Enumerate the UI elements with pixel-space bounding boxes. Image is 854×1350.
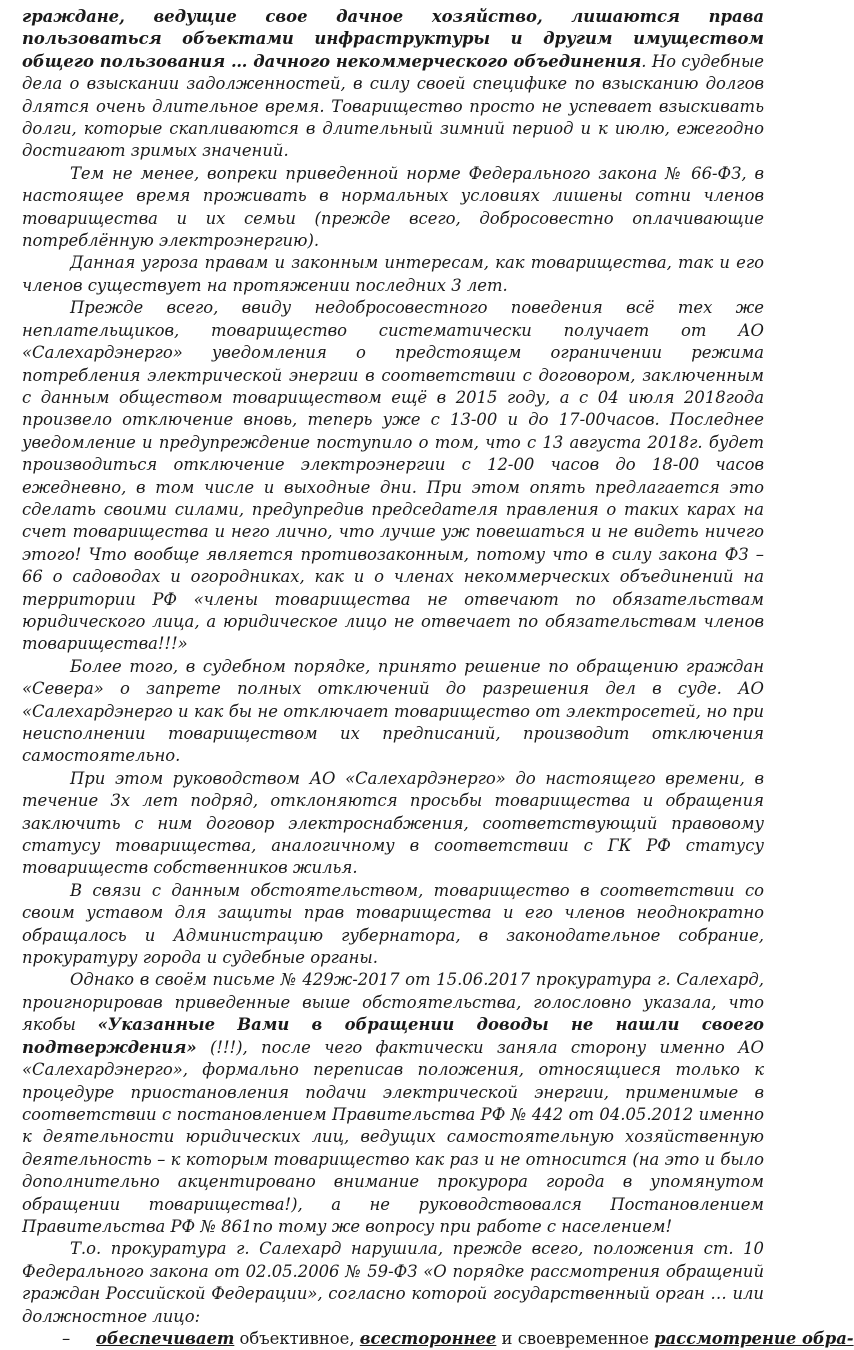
emphasis-word-3: рассмотрение обра- <box>654 1328 854 1348</box>
paragraph-8-bold-quote: «Указанные Вами в обращении доводы не нашли своего подтверждения» <box>22 1015 764 1057</box>
paragraph-8-before: Однако в своём письме № 429ж-2017 от 15.06.2017 прокуратура г. Салехард, проигнорировав приведенные выше обстоятельства, голословно указала, что якобы <box>22 970 764 1035</box>
dash-bullet: – <box>62 1328 71 1348</box>
list-item-dash-line <box>22 1328 854 1350</box>
paragraph-8-after: (!!!), после чего фактически заняла сторону именно АО «Салехардэнерго», формально переписав положения, относящиеся только к процедуре приостановления подачи электрической энергии, применимые в соответствии с постановлением Правительства РФ № 442 от 04.05.2012 именно к деятельности юридических лиц, ведущих самостоятельную хозяйственную деятельность – к которым товарищество как раз и не относится (на это и было дополнительно акцентировано внимание прокурора города в упомянутом обращении товарищества!), а не руководствовался Постановлением Правительства РФ № 861по тому же вопросу при работе с населением! <box>22 1037 764 1236</box>
paragraph-9: Т.о. прокуратура г. Салехард нарушила, прежде всего, положения ст. 10 Федерального закона от 02.05.2006 № 59-ФЗ «О порядке рассмотрения обращений граждан Российской Федерации», согласно которой государственный орган … или должностное лицо: <box>22 1239 764 1326</box>
bold-lead-text: граждане, ведущие свое дачное хозяйство, лишаются права пользоваться объектами инфраструктуры и другим имуществом общего пользования … дачного некоммерческого объединения <box>22 7 764 71</box>
paragraph-5: Более того, в судебном порядке, принято решение по обращению граждан «Севера» о запрете полных отключений до разрешения дел в суде. АО «Салехардэнерго и как бы не отключает товарищество от электросетей, но при неисполнении товариществом их предписаний, производит отключения самостоятельно. <box>22 656 764 766</box>
paragraph-1-rest: . Но судебные дела о взыскании задолженностей, в силу своей специфике по взысканию долгов длятся очень длительное время. Товарищество просто не успевает взыскивать долги, которые скапливаются в длительный зимний период и к июлю, ежегодно достигают зримых значений. <box>22 51 765 161</box>
paragraph-4: Прежде всего, ввиду недобросовестного поведения всё тех же неплательщиков, товарищество систематически получает от АО «Салехардэнерго» уведомления о предстоящем ограничении режима потребления электрической энергии в соответствии с договором, заключенным с данным обществом товариществом ещё в 2015 году, а с 04 июля 2018года произвело отключение вновь, теперь уже с 13-00 и до 17-00часов. Последнее уведомление и предупреждение поступило о том, что с 13 августа 2018г. будет производиться отключение электроэнергии с 12-00 часов до 18-00 часов ежедневно, в том числе и выходные дни. При этом опять предлагается это сделать своими силами, предупредив председателя правления о таких карах на счет товарищества и него лично, что лучше уж повешаться и не видеть ничего этого! Что вообще является противозаконным, потому что в силу закона ФЗ – 66 о садоводах и огородниках, как и о членах некоммерческих объединений на территории РФ «члены товарищества не отвечают по обязательствам юридического лица, а юридическое лицо не отвечает по обязательствам членов товарищества!!!» <box>22 298 764 654</box>
paragraph-6: При этом руководством АО «Салехардэнерго» до настоящего времени, в течение 3х лет подряд, отклоняются просьбы товарищества и обращения заключить с ним договор электроснабжения, соответствующий правовому статусу товарищества, аналогичному в соответствии с ГК РФ статусу товариществ собственников жилья. <box>22 768 764 878</box>
emphasis-word-1: обеспечивает <box>96 1328 235 1348</box>
plain-text-1: объективное, <box>234 1328 360 1348</box>
paragraph-3: Данная угроза правам и законным интересам, как товарищества, так и его членов существует на протяжении последних 3 лет. <box>22 253 764 295</box>
paragraph-1 <box>22 6 764 163</box>
paragraph-7: В связи с данным обстоятельством, товарищество в соответствии со своим уставом для защиты прав товарищества и его членов неоднократно обращалось и Администрацию губернатора, в законодательное собрание, прокуратуру города и судебные органы. <box>22 880 764 968</box>
paragraph-8 <box>22 969 764 1238</box>
paragraph-2: Тем не менее, вопреки приведенной норме Федерального закона № 66-ФЗ, в настоящее время проживать в нормальных условиях лишены сотни членов товарищества и их семьи (прежде всего, добросовестно оплачивающие потреблённую электроэнергию). <box>22 163 764 251</box>
plain-text-2: и своевременное <box>496 1328 655 1348</box>
emphasis-word-2: всестороннее <box>359 1328 497 1348</box>
